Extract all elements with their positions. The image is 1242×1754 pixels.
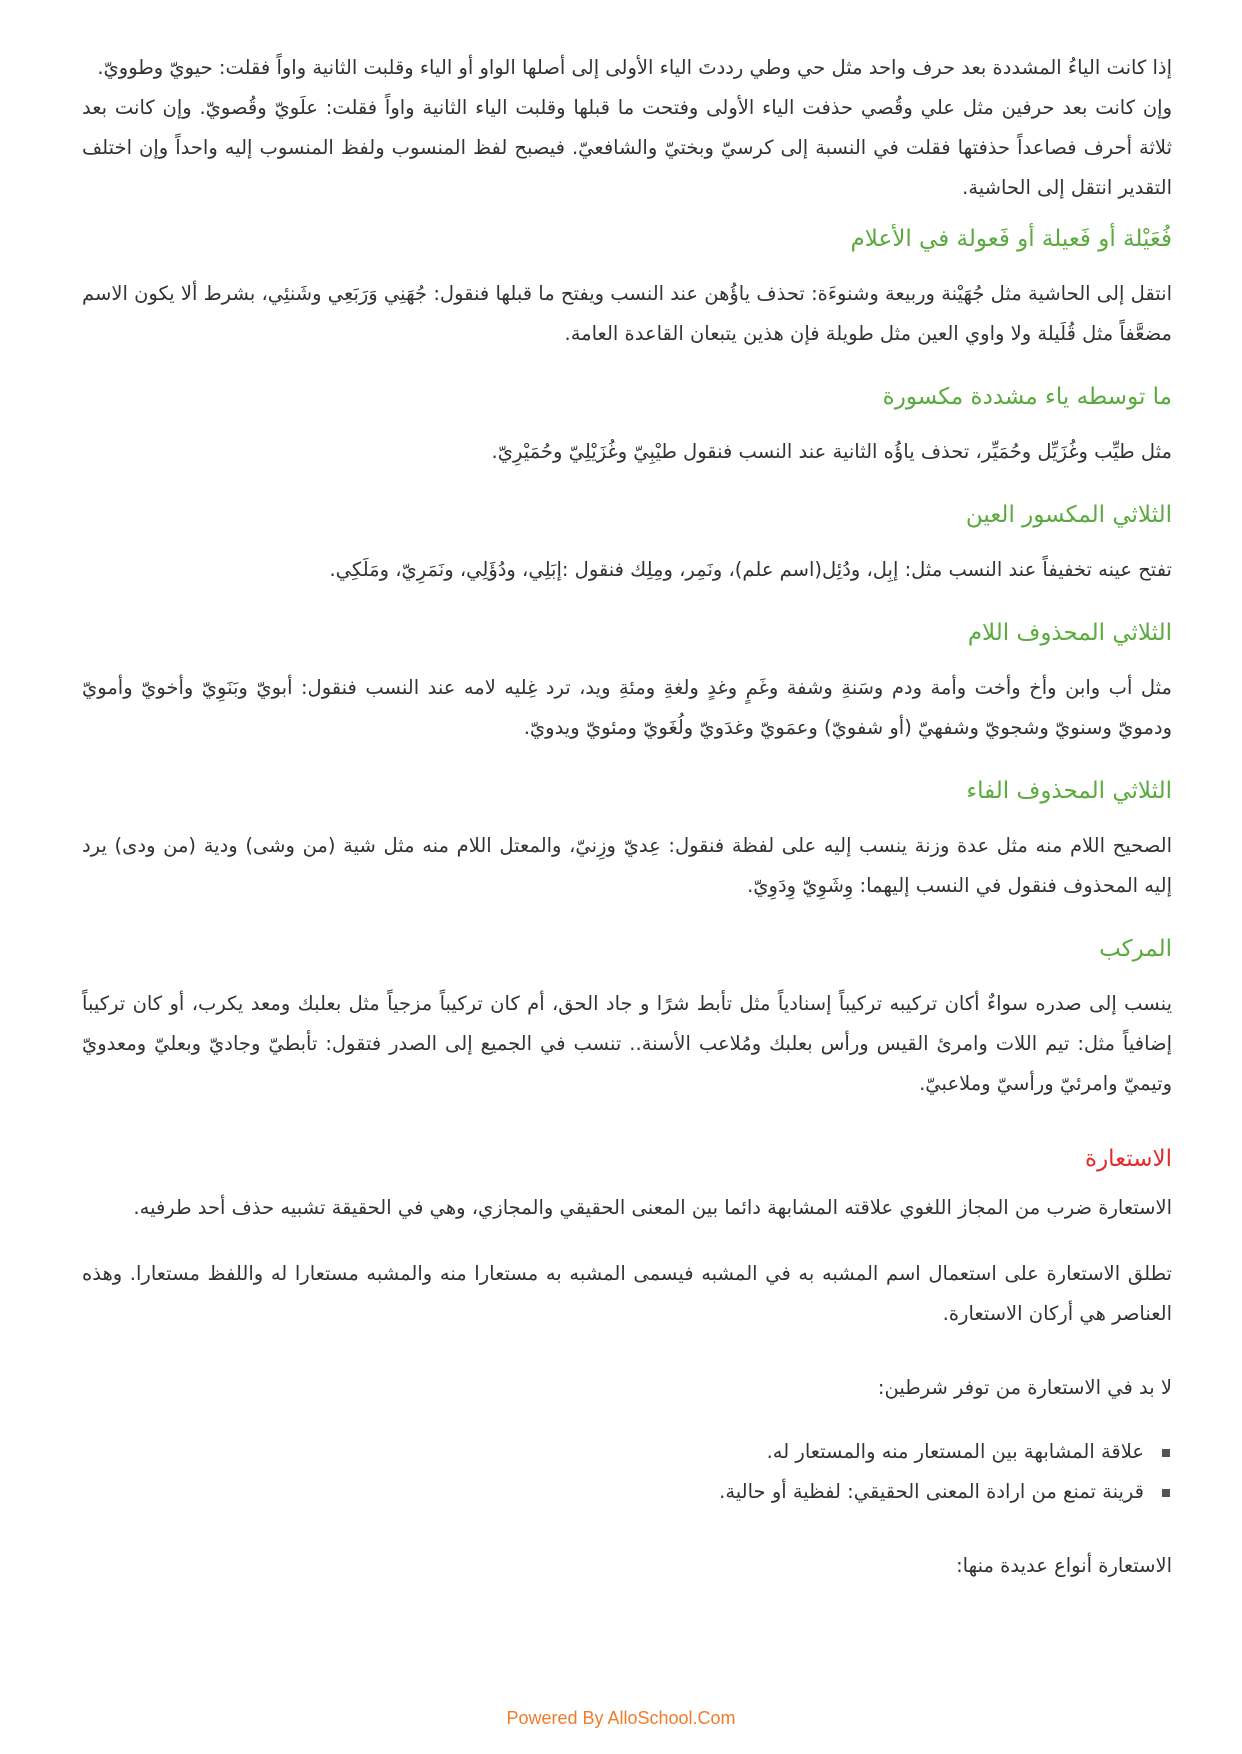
condition-text: قرينة تمنع من ارادة المعنى الحقيقي: لفظية أو حالية. xyxy=(719,1480,1144,1503)
section-text-maksur-al-ayn: تفتح عينه تخفيفاً عند النسب مثل: إبِل، ودُئِل(اسم علم)، ونَمِر، ومِلِك فنقول :إبَلِي، ودُؤَلِي، ونَمَرِيّ، ومَلَكِي. xyxy=(329,558,1172,581)
section-heading-mahdhuf-al-fa: الثلاثي المحذوف الفاء xyxy=(966,778,1172,804)
section-heading-mahdhuf-al-lam: الثلاثي المحذوف اللام xyxy=(967,620,1172,646)
square-bullet-icon xyxy=(1162,1489,1170,1497)
intro-paragraph-1: إذا كانت الياءُ المشددة بعد حرف واحد مثل حي وطي رددتَ الياء الأولى إلى أصلها الواو أو الياء وقلبت الثانية واواً فقلت: حيويّ وطوويّ. xyxy=(97,56,1172,79)
section-text-mahdhuf-al-fa: الصحيح اللام منه مثل عدة وزنة ينسب إليه على لفظة فنقول: عِديّ وزِنيّ، والمعتل اللام منه مثل شية (من وشى) ودية (من ودى) يرد إليه المحذوف فنقول في النسب إليهما: وِشَوِيّ وِدَوِيّ. xyxy=(82,834,1172,897)
section-heading-istiara: الاستعارة xyxy=(1085,1146,1172,1172)
istiara-usage: تطلق الاستعارة على استعمال اسم المشبه به في المشبه فيسمى المشبه به مستعارا منه والمشبه مستعارا له واللفظ مستعارا. وهذه العناصر هي أركان الاستعارة. xyxy=(82,1262,1172,1325)
intro-paragraph-2: وإن كانت بعد حرفين مثل علي وقُصي حذفت الياء الأولى وفتحت ما قبلها وقلبت الياء الثانية واواً فقلت: علَويّ وقُصويّ. وإن كانت بعد ثلاثة أحرف فصاعداً حذفتها فقلت في النسبة إلى كرسيّ وبختيّ والشافعيّ. فيصبح لفظ المنسوب ولفظ المنسوب إليه واحداً وإن اختلف التقدير انتقل إلى الحاشية. xyxy=(82,96,1172,199)
section-text-fuayla: انتقل إلى الحاشية مثل جُهَيْنة وربيعة وشنوءَة: تحذف ياؤُهن عند النسب ويفتح ما قبلها فنقول: جُهَنِي وَرَبَعِي وشَنئِي، بشرط ألا يكون الاسم مضعَّفاً مثل قُلَيلة ولا واوي العين مثل طويلة فإن هذين يتبعان القاعدة العامة. xyxy=(82,282,1172,345)
footer-credit: Powered By AlloSchool.Com xyxy=(506,1708,736,1728)
section-text-mahdhuf-al-lam: مثل أب وابن وأخ وأخت وأمة ودم وسَنةِ وشفة وغَمٍ وغدٍ ولغةِ ومئةِ ويد، ترد غِليه لامه عند النسب فنقول: أبويّ وبَنَوِيّ وأخويّ وأمويّ ودمويّ وسنويّ وشجويّ وشفهيّ (أو شفويّ) وعمَويّ وغدَويّ ولُغَويّ ومئويّ ويدويّ. xyxy=(82,676,1172,739)
section-heading-maksur-al-ayn: الثلاثي المكسور العين xyxy=(965,502,1172,528)
section-heading-fuayla: فُعَيْلة أو فَعيلة أو فَعولة في الأعلام xyxy=(850,226,1172,252)
istiara-conditions-intro: لا بد في الاستعارة من توفر شرطين: xyxy=(877,1376,1172,1399)
istiara-types-intro: الاستعارة أنواع عديدة منها: xyxy=(956,1554,1172,1577)
istiara-conditions-list xyxy=(82,1432,1172,1512)
section-text-mushaddada: مثل طيِّب وغُزَيِّل وحُمَيِّر، تحذف ياؤُه الثانية عند النسب فنقول طيْبِيّ وغُزَيْلِيّ وحُمَيْرِيّ. xyxy=(491,440,1172,463)
document-body xyxy=(82,48,1172,1586)
list-item xyxy=(82,1432,1172,1472)
section-heading-mushaddada: ما توسطه ياء مشددة مكسورة xyxy=(882,384,1172,410)
istiara-definition: الاستعارة ضرب من المجاز اللغوي علاقته المشابهة دائما بين المعنى الحقيقي والمجازي، وهي في الحقيقة تشبيه حذف أحد طرفيه. xyxy=(133,1196,1172,1219)
section-heading-murakkab: المركب xyxy=(1099,936,1172,962)
list-item xyxy=(82,1472,1172,1512)
section-text-murakkab: ينسب إلى صدره سواءٌ أكان تركيبه تركيباً إسنادياً مثل تأبط شرًا و جاد الحق، أم كان تركيباً مزجياً مثل بعلبك ومعد يكرب، أو كان تركيباً إضافياً مثل: تيم اللات وامرئ القيس ورأس بعلبك ومُلاعب الأسنة.. تنسب في الجميع إلى الصدر فتقول: تأبطيّ وجاديّ وبعليّ ومعدويّ وتيميّ وامرئيّ ورأسيّ وملاعبيّ. xyxy=(82,992,1172,1095)
square-bullet-icon xyxy=(1162,1449,1170,1457)
condition-text: علاقة المشابهة بين المستعار منه والمستعار له. xyxy=(766,1440,1144,1463)
